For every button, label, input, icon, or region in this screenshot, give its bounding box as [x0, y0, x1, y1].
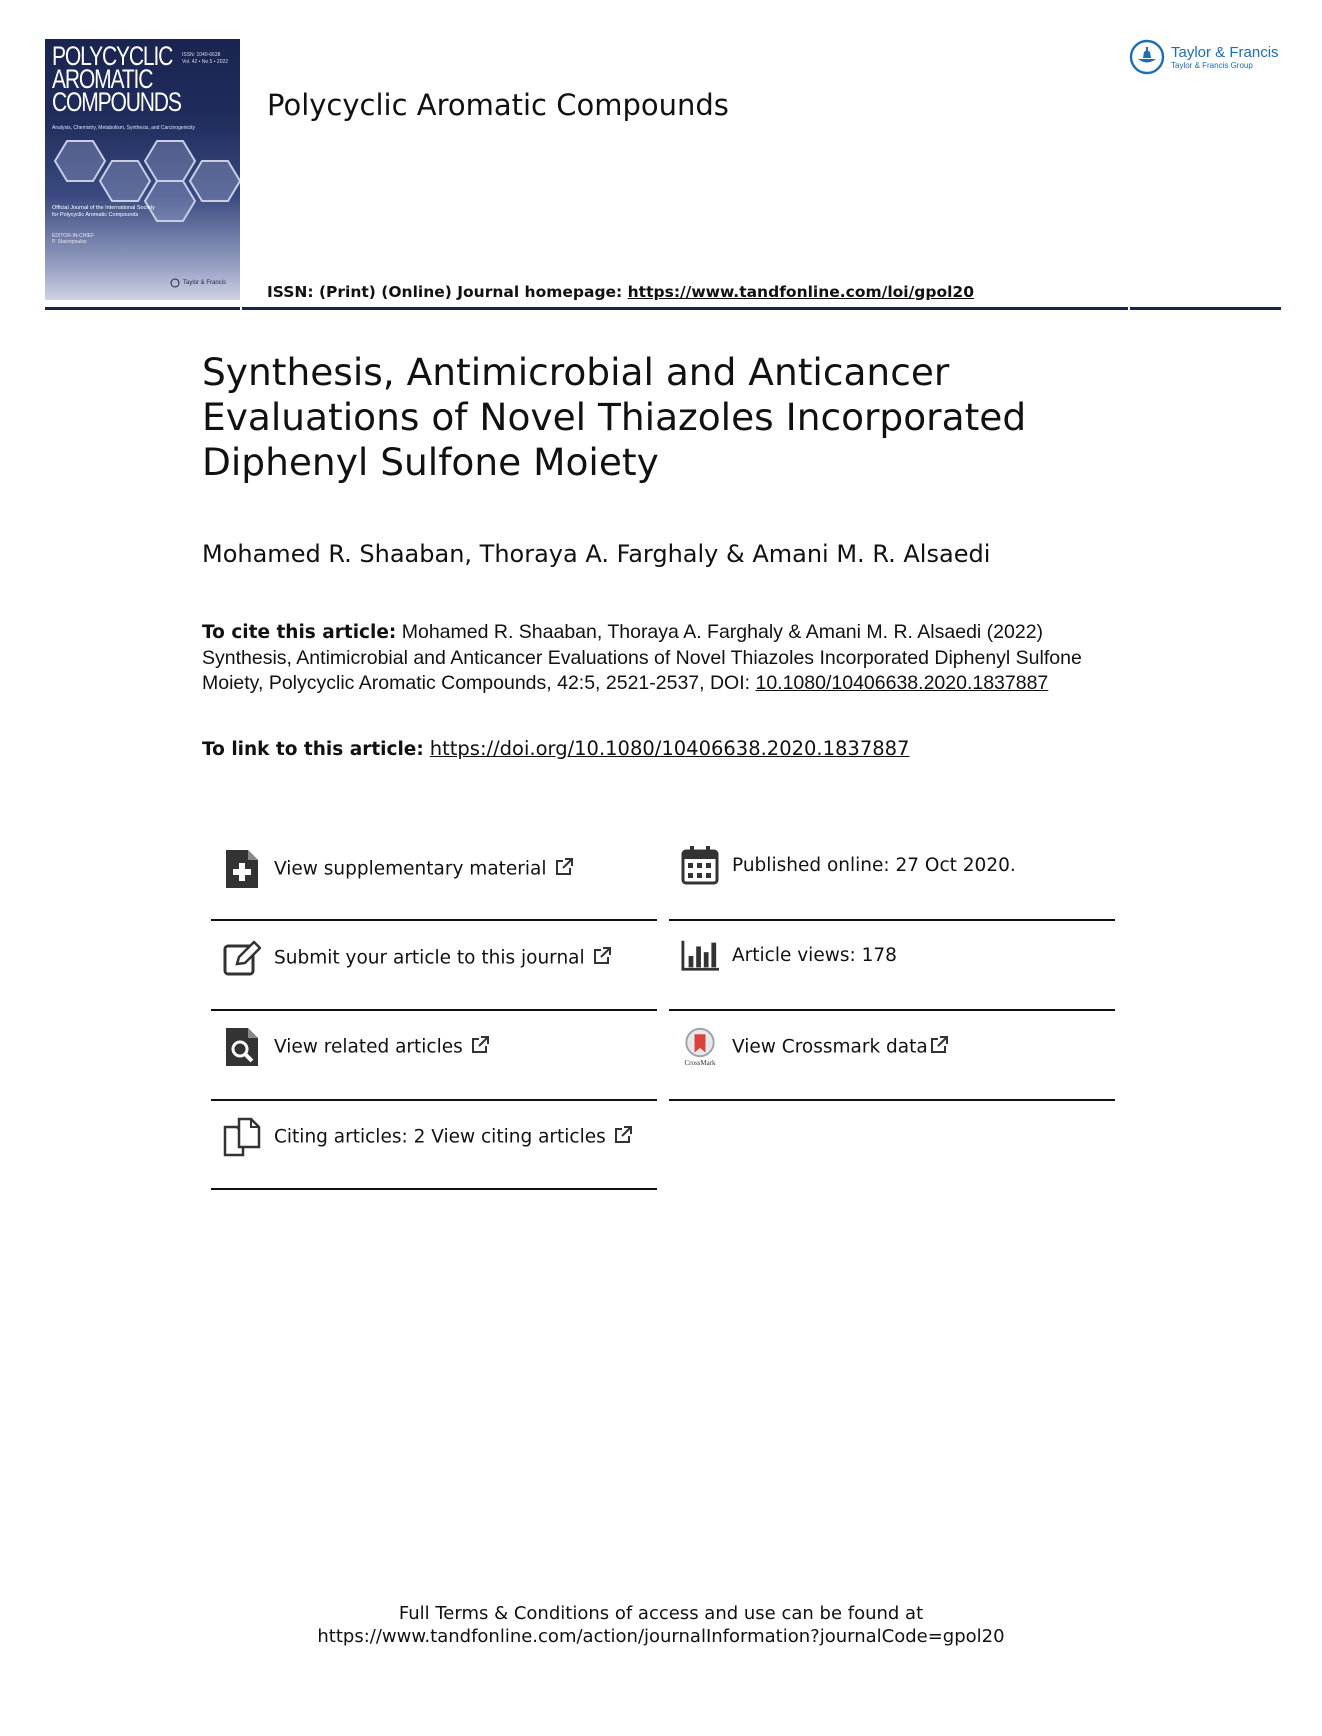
cover-official-note: Official Journal of the International Society for Polycyclic Aromatic Compounds — [52, 205, 155, 218]
divider — [211, 1188, 657, 1190]
tf-mini-icon — [170, 278, 180, 288]
published-online-info — [669, 822, 1016, 908]
citing-label: Citing articles: 2 View citing articles — [274, 1126, 606, 1147]
journal-cover — [45, 39, 240, 300]
footer-line1: Full Terms & Conditions of access and use can be found at — [398, 1603, 924, 1624]
footer-terms — [0, 1602, 1322, 1648]
file-plus-icon — [223, 849, 261, 889]
article-title: Synthesis, Antimicrobial and Anticancer Evaluations of Novel Thiazoles Incorporated Diphenyl Sulfone Moiety — [202, 350, 1027, 484]
citation-block — [202, 620, 1082, 697]
supplementary-material-link[interactable] — [211, 826, 573, 912]
issn-label: ISSN: (Print) (Online) Journal homepage: — [267, 283, 628, 301]
crossmark-link[interactable] — [669, 1004, 948, 1090]
crossmark-logo-text: CrossMark — [684, 1059, 716, 1067]
divider — [669, 1099, 1115, 1101]
taylor-francis-icon — [1129, 39, 1165, 75]
crossmark-label: View Crossmark data — [732, 1036, 928, 1057]
cover-title: POLYCYCLIC AROMATIC COMPOUNDS — [52, 41, 181, 117]
search-document-icon — [223, 1027, 261, 1067]
views-label: Article views: 178 — [732, 944, 897, 966]
external-link-icon — [555, 858, 573, 881]
external-link-icon — [930, 1036, 948, 1059]
calendar-icon — [681, 845, 719, 885]
submit-label: Submit your article to this journal — [274, 947, 585, 968]
cover-issn: ISSN: 1040-6638 Vol. 42 • No.5 • 2022 — [182, 52, 229, 65]
journal-title: Polycyclic Aromatic Compounds — [267, 88, 729, 122]
footer-terms-link[interactable]: https://www.tandfonline.com/action/journalInformation?journalCode=gpol20 — [317, 1626, 1005, 1647]
journal-homepage-link[interactable]: https://www.tandfonline.com/loi/gpol20 — [627, 283, 974, 301]
crossmark-icon — [681, 1027, 719, 1067]
external-link-icon — [614, 1126, 632, 1149]
publisher-group: Taylor & Francis Group — [1171, 60, 1253, 70]
related-label: View related articles — [274, 1036, 463, 1057]
publisher-logo[interactable] — [1129, 39, 1279, 75]
external-link-icon — [593, 947, 611, 970]
publisher-name: Taylor & Francis — [1171, 43, 1279, 61]
cite-doi-link[interactable]: 10.1080/10406638.2020.1837887 — [755, 672, 1049, 694]
bar-chart-icon — [681, 935, 719, 975]
cover-publisher: Taylor & Francis — [170, 278, 226, 288]
supplementary-label: View supplementary material — [274, 858, 547, 879]
cover-subtitle: Analysis, Chemistry, Metabolism, Synthesis, and Carcinogenicity — [52, 125, 196, 131]
related-articles-link[interactable] — [211, 1004, 489, 1090]
issn-homepage-line — [267, 283, 974, 301]
submit-article-link[interactable] — [211, 915, 611, 1001]
article-link-line — [202, 737, 909, 760]
cite-text: Mohamed R. Shaaban, Thoraya A. Farghaly & Amani M. R. Alsaedi (2022) Synthesis, Antimicrobial and Anticancer Evaluations of Novel Thiazoles Incorporated Diphenyl Sulfone Moiety, Polycyclic Aromatic Compounds, 42:5, 2521-2537, DOI: — [202, 621, 1082, 694]
published-label: Published online: 27 Oct 2020. — [732, 854, 1016, 876]
article-authors: Mohamed R. Shaaban, Thoraya A. Farghaly & Amani M. R. Alsaedi — [202, 540, 991, 568]
article-doi-link[interactable]: https://doi.org/10.1080/10406638.2020.1837887 — [429, 737, 910, 760]
external-link-icon — [471, 1036, 489, 1059]
header-divider — [45, 307, 1281, 310]
cover-editor: EDITOR-IN-CHIEF P. Stavropoulos — [52, 233, 95, 245]
copy-documents-icon — [223, 1117, 261, 1157]
hexagon-graphic — [45, 139, 240, 264]
edit-icon — [223, 938, 261, 978]
citing-articles-link[interactable] — [211, 1094, 632, 1180]
link-label: To link to this article: — [202, 739, 424, 760]
cite-label: To cite this article: — [202, 622, 397, 643]
article-views-info — [669, 912, 897, 998]
